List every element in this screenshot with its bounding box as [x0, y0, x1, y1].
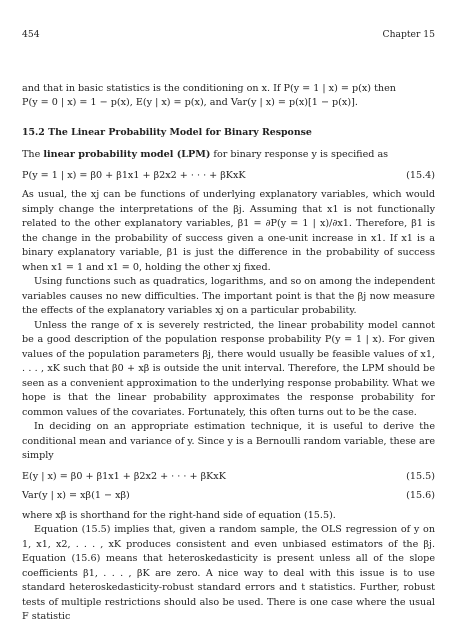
- paragraph-post: for binary response y is specified as: [210, 149, 389, 160]
- paragraph-lpm-definition: [22, 148, 435, 163]
- paragraph-estimation: In deciding on an appropriate estimation technique, it is useful to derive the conditional mean and variance of y. Since y is a Bernoulli random variable, these are simply: [22, 421, 435, 461]
- equation-number: (15.4): [406, 169, 435, 181]
- paragraph-functions: Using functions such as quadratics, logarithms, and so on among the independent variables causes no new difficulties. The important point is that the βj now measure the effects of the explanatory variables xj on a particular probability.: [22, 276, 435, 316]
- equation-body: E(y | x) = β0 + β1x1 + β2x2 + · · · + βKxK: [22, 470, 226, 482]
- intro-line-1: and that in basic statistics is the conditioning on x. If P(y = 1 | x) = p(x) then: [22, 82, 396, 94]
- equation-15-6: [22, 489, 435, 504]
- equation-body: P(y = 1 | x) = β0 + β1x1 + β2x2 + · · · + βKxK: [22, 169, 246, 181]
- paragraph-ols: Equation (15.5) implies that, given a random sample, the OLS regression of y on 1, x1, x2, . . . , xK produces consistent and even unbiased estimators of the βj. Equation (15.6) means that heteroskedasticity is present unless all of the slope coefficients β1, . . . , βK are zero. A nice way to deal with this issue is to use standard heteroskedasticity-robust standard errors and t statistics. Further, robust tests of multiple restrictions should also be used. There is one case where the usual F statistic: [22, 524, 435, 622]
- paragraph-range: Unless the range of x is severely restricted, the linear probability model cannot be a good description of the population response probability P(y = 1 | x). For given values of the population parameters βj, there would usually be feasible values of x1, . . . , xK such that β0 + xβ is outside the unit interval. Therefore, the LPM should be seen as a convenient approximation to the underlying response probability. What we hope is that the linear probability approximates the response probability for common values of the covariates. Fortunately, this often turns out to be the case.: [22, 319, 435, 418]
- intro-line-2: P(y = 0 | x) = 1 − p(x), E(y | x) = p(x), and Var(y | x) = p(x)[1 − p(x)].: [22, 97, 358, 108]
- equation-15-5: [22, 470, 435, 485]
- term-lpm: linear probability model (LPM): [43, 149, 211, 160]
- equation-15-4: [22, 169, 435, 184]
- paragraph-shorthand: where xβ is shorthand for the right-hand side of equation (15.5).: [22, 509, 336, 521]
- equation-number: (15.5): [406, 470, 435, 482]
- section-title: 15.2 The Linear Probability Model for Binary Response: [22, 126, 312, 138]
- equation-number: (15.6): [406, 490, 435, 501]
- chapter-label: Chapter 15: [382, 29, 435, 40]
- page-number: 454: [22, 29, 40, 40]
- equation-body: Var(y | x) = xβ(1 − xβ): [22, 490, 130, 501]
- paragraph-interpretation: As usual, the xj can be functions of underlying explanatory variables, which would simply change the interpretations of the βj. Assuming that x1 is not functionally related to the other explanatory variables, β1 = ∂P(y = 1 | x)/∂x1. Therefore, β1 is the change in the probability of success given a one-unit increase in x1. If x1 is a binary explanatory variable, β1 is just the difference in the probability of success when x1 = 1 and x1 = 0, holding the other xj fixed.: [22, 189, 435, 273]
- paragraph-pre: The: [22, 149, 44, 160]
- running-header: [22, 28, 435, 43]
